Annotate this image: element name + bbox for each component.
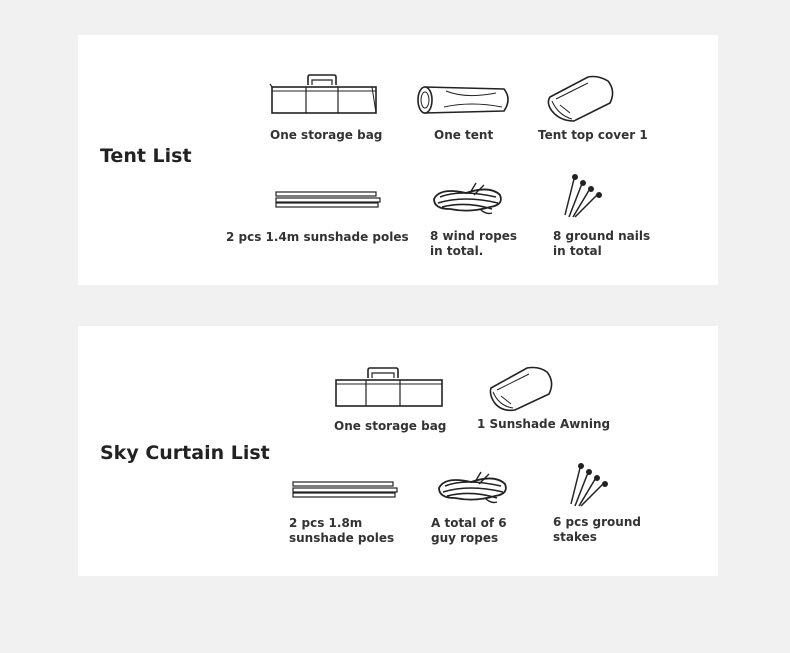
tent-item-top-cover-label: Tent top cover 1 xyxy=(538,128,648,142)
storage-bag-icon xyxy=(270,75,380,115)
storage-bag-icon xyxy=(334,368,444,408)
sunshade-awning-icon xyxy=(489,366,599,414)
sky-item-ground-stakes-label: 6 pcs ground stakes xyxy=(553,515,641,544)
poles-icon xyxy=(276,190,436,210)
sky-item-guy-ropes-label: A total of 6 guy ropes xyxy=(431,516,507,545)
tent-cover-icon xyxy=(538,75,648,123)
tent-item-wind-ropes-label: 8 wind ropes in total. xyxy=(430,229,518,258)
ground-nails-icon xyxy=(561,173,621,219)
tent-item-poles-label: 2 pcs 1.4m sunshade poles xyxy=(226,230,409,244)
rope-icon xyxy=(430,183,510,217)
sky-item-sunshade-awning-label: 1 Sunshade Awning xyxy=(477,417,611,431)
sky-curtain-list-title: Sky Curtain List xyxy=(100,442,270,464)
rope-icon xyxy=(435,472,515,506)
tent-item-tent-label: One tent xyxy=(434,128,494,142)
tent-item-storage-bag-label: One storage bag xyxy=(270,128,383,142)
ground-stakes-icon xyxy=(567,462,627,508)
sky-item-storage-bag-label: One storage bag xyxy=(334,419,447,433)
tent-list-panel xyxy=(78,35,718,285)
sky-item-poles-label: 2 pcs 1.8m sunshade poles xyxy=(289,516,395,545)
tent-item-ground-nails-label: 8 ground nails in total xyxy=(553,229,651,258)
sky-curtain-list-panel xyxy=(78,326,718,576)
poles-icon xyxy=(293,480,403,500)
rolled-tent-icon xyxy=(416,85,516,115)
tent-list-title: Tent List xyxy=(100,145,192,167)
